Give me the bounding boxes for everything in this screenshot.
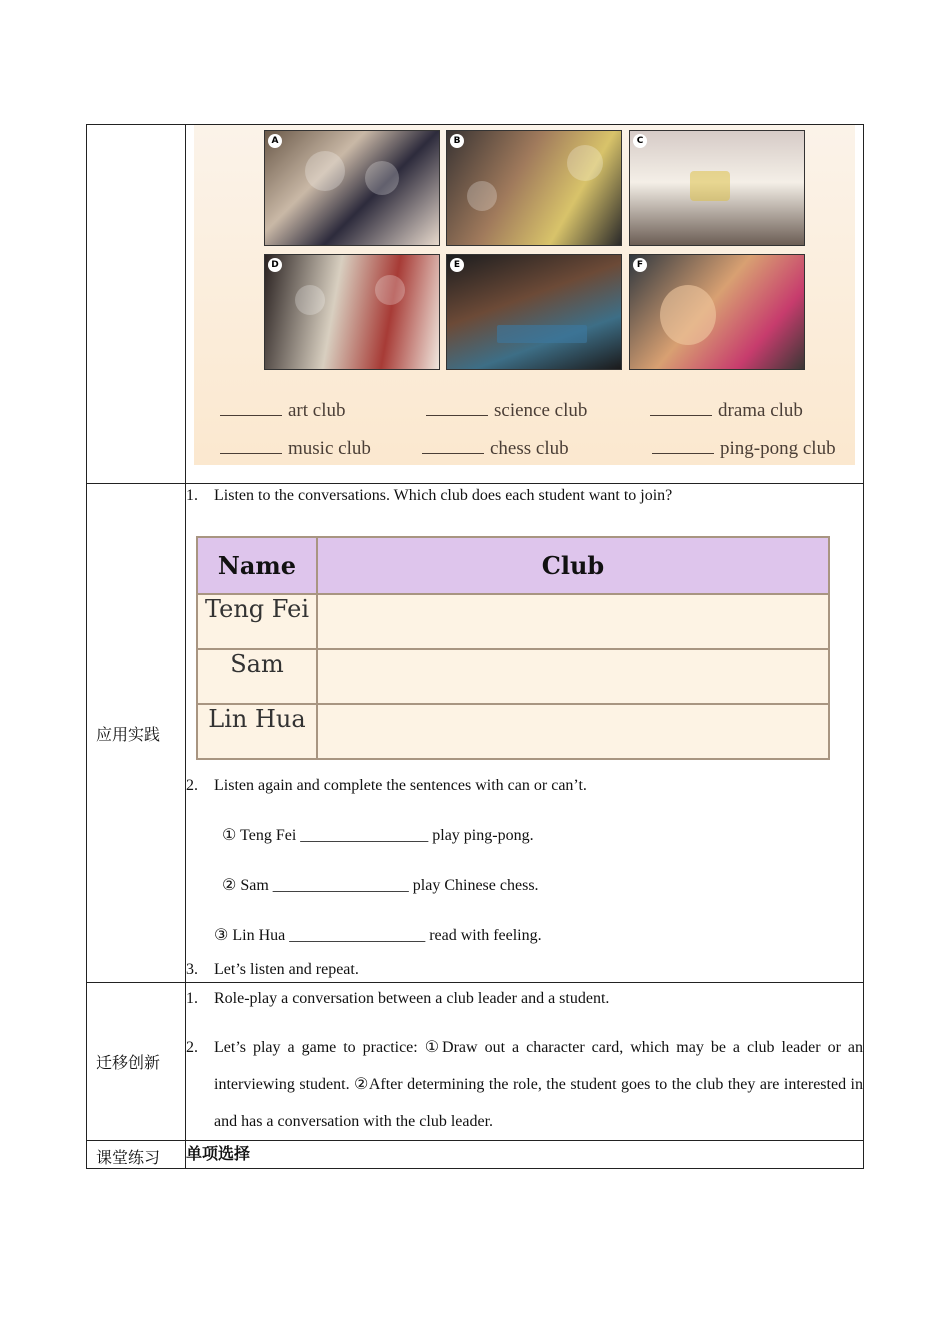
transfer-item-2: 2. Let’s play a game to practice: ①Draw out a character card, which may be a club leader or an interviewing student. ②After determining the role, the student goes to the club they are interested in and has a conversation with the club leader. <box>186 1039 863 1130</box>
fill-sentence-1: ① Teng Fei ________________ play ping-pong. <box>222 827 534 844</box>
photo-tag: C <box>633 134 647 148</box>
practice-label: 应用实践 <box>87 484 186 983</box>
transfer-label: 迁移创新 <box>87 983 186 1141</box>
photo-b <box>446 130 622 246</box>
club-blank-item: art club <box>220 399 346 422</box>
photo-tag: B <box>450 134 464 148</box>
photo-row <box>87 125 864 484</box>
table-row <box>197 704 829 759</box>
photo-grid <box>264 130 794 372</box>
photo-d <box>264 254 440 370</box>
practice-item-1: 1. Listen to the conversations. Which club does each student want to join? <box>186 487 673 504</box>
empty-label-cell <box>87 125 186 484</box>
table-cell-name: Sam <box>197 649 317 704</box>
transfer-row <box>87 983 864 1141</box>
exercise-label: 课堂练习 <box>87 1141 186 1169</box>
fill-sentence-3: ③ Lin Hua _________________ read with feeling. <box>214 927 542 944</box>
table-header-name: Name <box>197 537 317 594</box>
table-cell-club <box>317 594 829 649</box>
practice-item-2: 2. Listen again and complete the sentences with can or can’t. <box>186 777 587 794</box>
club-blank-item: ping-pong club <box>652 437 836 460</box>
table-cell-name: Lin Hua <box>197 704 317 759</box>
club-blank-item: chess club <box>422 437 569 460</box>
photo-a <box>264 130 440 246</box>
club-photo-panel <box>194 125 855 465</box>
lesson-table <box>86 124 864 1169</box>
practice-row <box>87 484 864 983</box>
table-header-club: Club <box>317 537 829 594</box>
exercise-content: 单项选择 <box>186 1141 864 1169</box>
photo-tag: E <box>450 258 464 272</box>
table-row <box>197 649 829 704</box>
club-blank-item: music club <box>220 437 371 460</box>
practice-content <box>186 484 864 983</box>
club-blank-item: drama club <box>650 399 803 422</box>
photo-e <box>446 254 622 370</box>
photo-f <box>629 254 805 370</box>
club-blank-item: science club <box>426 399 587 422</box>
practice-item-3: 3. Let’s listen and repeat. <box>186 961 359 978</box>
fill-sentence-2: ② Sam _________________ play Chinese chess. <box>222 877 539 894</box>
transfer-content <box>186 983 864 1141</box>
table-cell-club <box>317 649 829 704</box>
exercise-row <box>87 1141 864 1169</box>
photo-tag: D <box>268 258 282 272</box>
photo-tag: F <box>633 258 647 272</box>
name-club-table <box>196 536 830 760</box>
photo-tag: A <box>268 134 282 148</box>
table-cell-name: Teng Fei <box>197 594 317 649</box>
photo-c <box>629 130 805 246</box>
table-row <box>197 594 829 649</box>
photo-cell <box>186 125 864 484</box>
transfer-item-1: 1. Role-play a conversation between a club leader and a student. <box>186 990 610 1007</box>
table-cell-club <box>317 704 829 759</box>
